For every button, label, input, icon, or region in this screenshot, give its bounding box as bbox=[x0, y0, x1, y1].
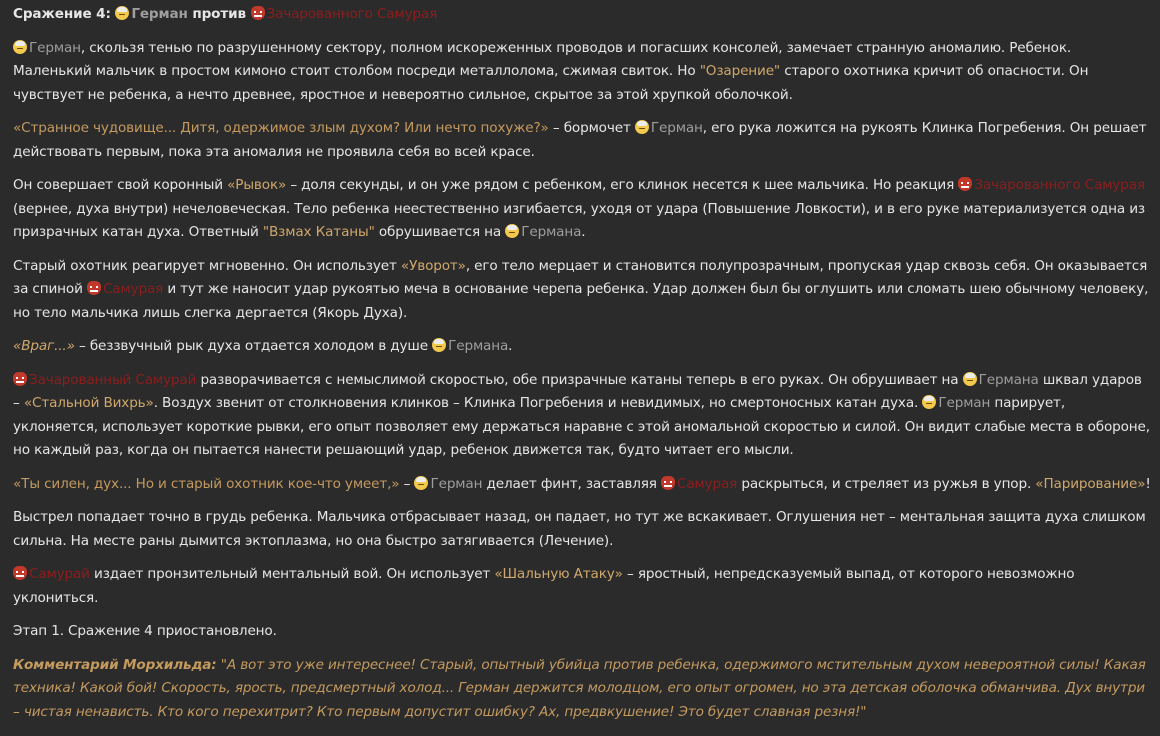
enemy-name: Самурай bbox=[29, 566, 90, 582]
title-prefix: Сражение 4: bbox=[13, 6, 111, 22]
narration-text: разворачивается с немыслимой скоростью, обе призрачные катаны теперь в его руках. Он обрушивает на bbox=[196, 371, 963, 388]
status-text: Этап 1. Сражение 4 приостановлено. bbox=[13, 623, 277, 639]
enemy-name: Зачарованного Самурая bbox=[974, 177, 1145, 193]
narration-text: обрушивается на bbox=[374, 224, 506, 240]
narration-text: , его рука ложится на рукоять Клинка Погребения. Он решает действовать первым, пока эта аномалия не проявила себя во всей красе. bbox=[13, 120, 1147, 160]
narration-text: издает пронзительный ментальный вой. Он использует bbox=[89, 566, 495, 582]
commentator-text: "А вот это уже интереснее! Старый, опытный убийца против ребенка, одержимого мстительным духом невероятной силы! Какая техника! Какой бой! Скорость, ярость, предсмертный холод... Герман держится молодцом, его опыт огромен, но эта детская оболочка обманчива. Дух внутри – чистая ненависть. Кто кого перехитрит? Кто первым допустит ошибку? Ах, предвкушение! Это будет славная резня!" bbox=[13, 656, 1146, 720]
narration-text: Он совершает свой коронный bbox=[13, 177, 228, 193]
enemy-name: Самурая bbox=[677, 475, 738, 492]
enemy-name: Самурая bbox=[102, 281, 164, 297]
enemy-name: Зачарованный Самурай bbox=[29, 371, 197, 388]
narration-text: – доля секунды, и он уже рядом с ребенком, его клинок несется к шее мальчика. Но реакция bbox=[286, 177, 959, 193]
hero-name: Герман bbox=[131, 6, 188, 22]
narration-text: (вернее, духа внутри) нечеловеческая. Тело ребенка неестественно изгибается, уходя от удара (Повышение Ловкости), и в его руке материализуется одна из призрачных катан духа. Ответный bbox=[13, 200, 1145, 240]
old-man-emoji-icon bbox=[115, 6, 129, 20]
paragraph-8 bbox=[13, 506, 1152, 553]
old-man-emoji-icon bbox=[922, 395, 936, 409]
old-man-emoji-icon bbox=[414, 476, 428, 490]
narration-text: , его тело мерцает и становится полупрозрачным, пропуская удар сквозь себя. Он оказывается за спиной bbox=[13, 257, 1148, 297]
commentator-block bbox=[13, 654, 1152, 725]
hero-name: Герман bbox=[938, 395, 991, 411]
ogre-mask-emoji-icon bbox=[13, 372, 27, 386]
old-man-emoji-icon bbox=[505, 224, 519, 238]
ogre-mask-emoji-icon bbox=[13, 566, 27, 580]
paragraph-5 bbox=[13, 335, 1152, 359]
ogre-mask-emoji-icon bbox=[661, 476, 675, 490]
skill-name: «Шальную Атаку» bbox=[494, 566, 623, 582]
battle-title bbox=[13, 3, 1152, 27]
narration-text: – bbox=[399, 475, 415, 492]
hero-name: Германа bbox=[978, 371, 1039, 388]
hero-name: Герман bbox=[430, 475, 483, 492]
hero-name: Герман bbox=[29, 39, 81, 56]
paragraph-4 bbox=[13, 255, 1152, 326]
hero-name: Германа bbox=[521, 224, 582, 240]
narration-text: – бормочет bbox=[548, 120, 635, 136]
narration-text: , скользя тенью по разрушенному сектору, полном искореженных проводов и погасших консолей, замечает странную аномалию. Ребенок. Маленький мальчик в простом кимоно стоит столбом посреди металлолома, сжимая свиток. Но bbox=[13, 39, 1072, 79]
narration-text: делает финт, заставляя bbox=[482, 475, 661, 492]
paragraph-1 bbox=[13, 37, 1152, 108]
quote-text: «Враг...» bbox=[13, 338, 75, 354]
paragraph-7 bbox=[13, 473, 1152, 497]
old-man-emoji-icon bbox=[432, 338, 446, 352]
paragraph-2 bbox=[13, 117, 1152, 164]
narration-text: . Воздух звенит от столкновения клинков – Клинка Погребения и невидимых, но смертоносных катан духа. bbox=[153, 395, 923, 411]
narration-text: ! bbox=[1145, 475, 1151, 492]
narration-text: . bbox=[581, 224, 586, 240]
versus-text: против bbox=[192, 6, 246, 22]
narration-text: Выстрел попадает точно в грудь ребенка. Мальчика отбрасывает назад, он падает, но тут же вскакивает. Оглушения нет – ментальная защита духа слишком сильна. На месте раны дымится эктоплазма, но она быстро затягивается (Лечение). bbox=[13, 509, 1146, 549]
skill-name: «Парирование» bbox=[1035, 475, 1146, 492]
commentator-label: Комментарий Морхильда: bbox=[13, 656, 217, 673]
skill-name: "Озарение" bbox=[699, 63, 781, 79]
quote-text: «Ты силен, дух... Но и старый охотник кое-что умеет,» bbox=[13, 475, 400, 492]
narration-text: раскрыться, и стреляет из ружья в упор. bbox=[737, 475, 1036, 492]
skill-name: "Взмах Катаны" bbox=[262, 224, 375, 240]
paragraph-6 bbox=[13, 369, 1152, 463]
old-man-emoji-icon bbox=[635, 120, 649, 134]
skill-name: «Уворот» bbox=[400, 257, 466, 274]
paragraph-9 bbox=[13, 563, 1152, 610]
old-man-emoji-icon bbox=[13, 40, 27, 54]
narration-text: старого охотника кричит об опасности. Он чувствует не ребенка, а нечто древнее, яростное и невероятно сильное, скрытое за этой хрупкой оболочкой. bbox=[13, 63, 1089, 103]
stage-status bbox=[13, 620, 1152, 644]
old-man-emoji-icon bbox=[963, 372, 977, 386]
skill-name: «Стальной Вихрь» bbox=[23, 395, 154, 411]
narration-text: . bbox=[508, 338, 513, 354]
narration-text: и тут же наносит удар рукоятью меча в основание черепа ребенка. Удар должен был бы оглушить или сломать шею обычному человеку, но тело мальчика лишь слегка дергается (Якорь Духа). bbox=[13, 281, 1149, 321]
ogre-mask-emoji-icon bbox=[958, 177, 972, 191]
narration-text: Старый охотник реагирует мгновенно. Он использует bbox=[13, 257, 401, 274]
skill-name: «Рывок» bbox=[227, 177, 287, 193]
narration-text: парирует, уклоняется, использует короткие рывки, его опыт позволяет ему держаться наравне с этой аномальной скоростью и силой. Он видит слабые места в обороне, но каждый раз, когда он пытается нанести решающий удар, ребенок движется так, будто читает его мысли. bbox=[13, 395, 1150, 458]
narration-text: – беззвучный рык духа отдается холодом в душе bbox=[74, 338, 433, 354]
narration-text: – яростный, непредсказуемый выпад, от которого невозможно уклониться. bbox=[13, 566, 1075, 606]
enemy-name: Зачарованного Самурая bbox=[266, 6, 438, 22]
paragraph-3 bbox=[13, 174, 1152, 245]
hero-name: Германа bbox=[448, 338, 509, 354]
ogre-mask-emoji-icon bbox=[251, 6, 265, 20]
ogre-mask-emoji-icon bbox=[87, 281, 101, 295]
quote-text: «Странное чудовище... Дитя, одержимое злым духом? Или нечто похуже?» bbox=[13, 120, 549, 136]
hero-name: Герман bbox=[650, 120, 703, 136]
narration-text: шквал ударов – bbox=[13, 371, 1142, 411]
